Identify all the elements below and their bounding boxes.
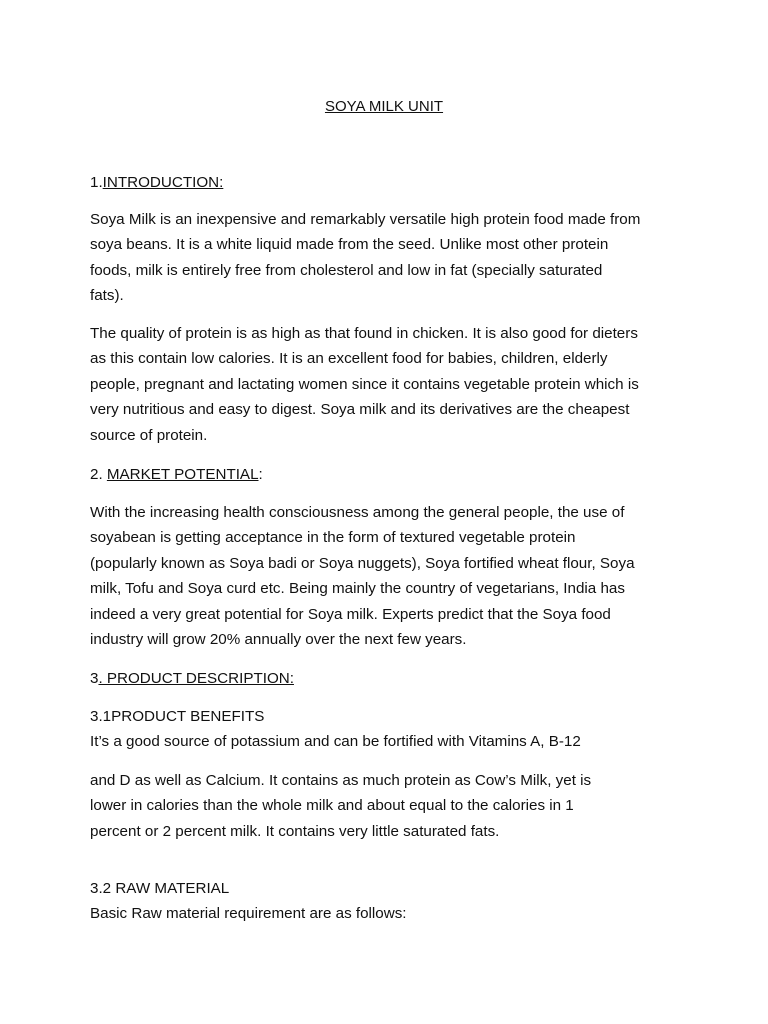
text-line: (popularly known as Soya badi or Soya nuggets), Soya fortified wheat flour, Soya xyxy=(90,554,635,572)
section-title: MARKET POTENTIAL xyxy=(106,466,259,483)
section-heading-introduction xyxy=(90,170,690,195)
section-number: 2. xyxy=(90,466,107,483)
text-line: The quality of protein is as high as that found in chicken. It is also good for dieters xyxy=(90,325,638,342)
section-heading-market-potential xyxy=(90,462,690,487)
subsection-product-benefits xyxy=(90,704,690,755)
section-number: 3 xyxy=(90,670,99,687)
text-line: industry will grow 20% annually over the next few years. xyxy=(90,631,467,649)
paragraph-benefits xyxy=(90,768,690,844)
text-line: very nutritious and easy to digest. Soya milk and its derivatives are the cheapest xyxy=(90,401,630,419)
text-line: soya beans. It is a white liquid made from the seed. Unlike most other protein xyxy=(90,236,609,254)
text-line: people, pregnant and lactating women since it contains vegetable protein which is xyxy=(90,375,639,393)
subsection-raw-material xyxy=(90,876,690,927)
section-number: 1. xyxy=(90,174,103,191)
subsection-title: 3.1PRODUCT BENEFITS xyxy=(90,708,265,725)
subsection-title: 3.2 RAW MATERIAL xyxy=(90,880,230,897)
text-line: source of protein. xyxy=(90,426,208,444)
text-line: foods, milk is entirely free from cholesterol and low in fat (specially saturated xyxy=(90,261,603,279)
text-line: percent or 2 percent milk. It contains very little saturated fats. xyxy=(90,822,500,840)
section-title: . PRODUCT DESCRIPTION: xyxy=(98,670,294,687)
text-line: With the increasing health consciousness among the general people, the use of xyxy=(90,504,625,521)
paragraph-market xyxy=(90,500,690,652)
text-line: milk, Tofu and Soya curd etc. Being mainly the country of vegetarians, India has xyxy=(90,580,625,598)
text-line: fats). xyxy=(90,287,124,305)
text-line: and D as well as Calcium. It contains as much protein as Cow’s Milk, yet is xyxy=(90,772,592,789)
text-line: Basic Raw material requirement are as follows: xyxy=(90,905,407,923)
text-line: It’s a good source of potassium and can be fortified with Vitamins A, B-12 xyxy=(90,733,581,751)
section-heading-product-description xyxy=(90,666,690,691)
text-line: soyabean is getting acceptance in the form of textured vegetable protein xyxy=(90,529,576,547)
text-line: lower in calories than the whole milk and about equal to the calories in 1 xyxy=(90,797,574,815)
text-line: as this contain low calories. It is an excellent food for babies, children, elderly xyxy=(90,350,608,368)
paragraph-intro-1 xyxy=(90,207,690,309)
text-line: Soya Milk is an inexpensive and remarkably versatile high protein food made from xyxy=(90,211,641,228)
section-title: INTRODUCTION: xyxy=(102,174,224,191)
text-line: indeed a very great potential for Soya milk. Experts predict that the Soya food xyxy=(90,605,611,623)
document-title: SOYA MILK UNIT xyxy=(324,98,444,115)
section-colon: : xyxy=(258,466,263,483)
paragraph-intro-2 xyxy=(90,321,690,448)
